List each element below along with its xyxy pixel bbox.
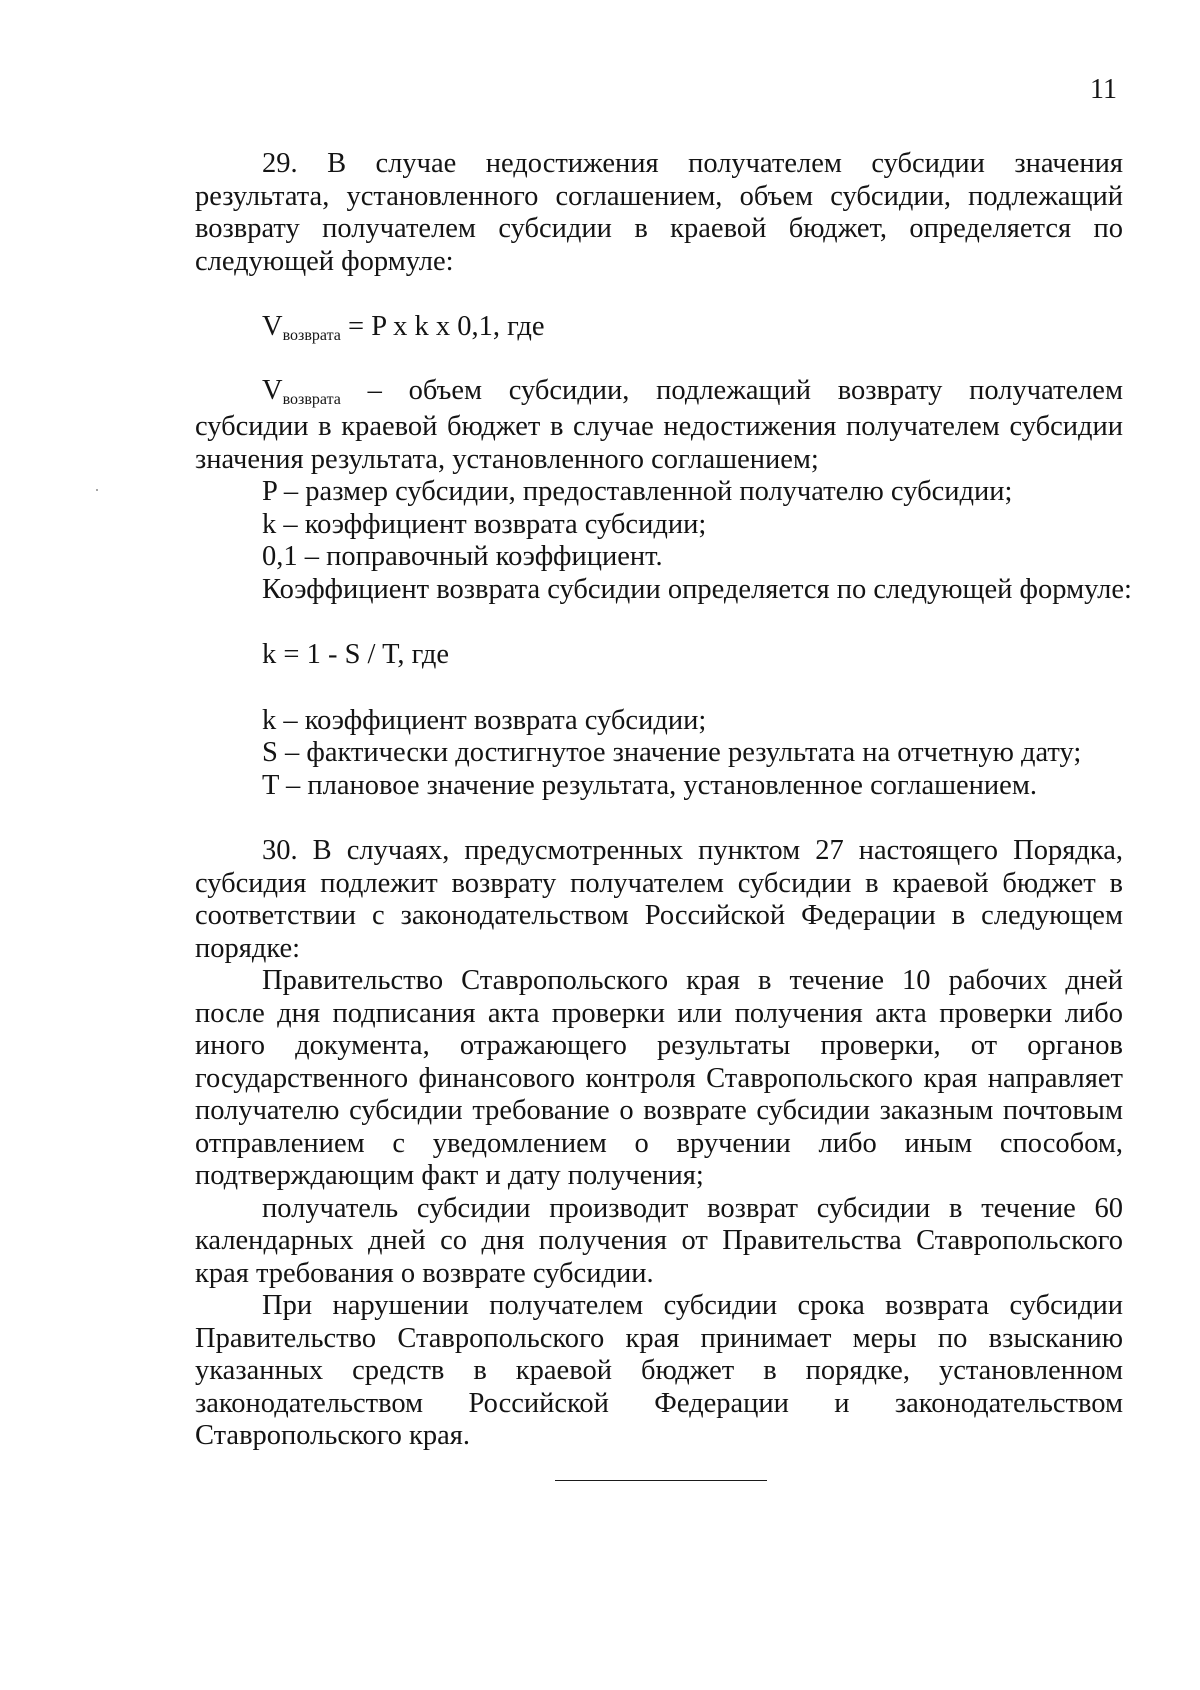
section-30-paragraph-1: Правительство Ставропольского края в течение 10 рабочих дней после дня подписания акта проверки или получения акта проверки либо иного документа, отражающего результаты проверки, от органов государственного финансового контроля Ставропольского края направляет получателю субсидии требование о возврате субсидии заказным почтовым отправлением с уведомлением о вручении либо иным способом, подтверждающим факт и дату получения;	[195, 965, 1123, 1191]
page-number: 11	[1090, 74, 1117, 105]
definition-correction-factor: 0,1 – поправочный коэффициент.	[262, 541, 663, 572]
formula-k: k = 1 - S / T, где	[262, 639, 450, 670]
section-30-paragraph-2: получатель субсидии производит возврат субсидии в течение 60 календарных дней со дня получения от Правительства Ставропольского края требования о возврате субсидии.	[195, 1192, 1123, 1289]
section-30-paragraph-3: При нарушении получателем субсидии срока возврата субсидии Правительство Ставропольского края принимает меры по взысканию указанных средств в краевой бюджет в порядке, установленном законодательством Российской Федерации и законодательством Ставропольского края.	[195, 1290, 1123, 1451]
document-body	[195, 148, 1132, 1453]
definition-v-symbol: V	[262, 374, 283, 406]
scan-speck	[96, 489, 98, 491]
k-coefficient-intro: Коэффициент возврата субсидии определяется по следующей формуле:	[262, 573, 1132, 605]
definition-k: k – коэффициент возврата субсидии;	[262, 508, 707, 540]
definition-p: P – размер субсидии, предоставленной получателю субсидии;	[262, 476, 1013, 507]
formula-v-rhs: = P x k x 0,1, где	[340, 311, 545, 342]
definition-s: S – фактически достигнутое значение результата на отчетную дату;	[262, 737, 1082, 768]
definition-v-subscript: возврата	[282, 390, 341, 408]
section-30-intro: 30. В случаях, предусмотренных пунктом 27 настоящего Порядка, субсидия подлежит возврату получателем субсидии в краевой бюджет в соответствии с законодательством Российской Федерации в следующем порядке:	[195, 835, 1123, 964]
formula-v-subscript: возврата	[282, 327, 341, 344]
section-29-intro: 29. В случае недостижения получателем субсидии значения результата, установленного соглашением, объем субсидии, подлежащий возврату получателем субсидии в краевой бюджет, определяется по следующей формуле:	[195, 148, 1123, 277]
definition-v-return	[195, 375, 1123, 477]
formula-v-symbol: V	[262, 311, 283, 342]
end-of-document-rule	[555, 1480, 767, 1481]
definition-k-second: k – коэффициент возврата субсидии;	[262, 704, 707, 736]
definition-v-text: – объем субсидии, подлежащий возврату получателем субсидии в краевой бюджет в случае недостижения получателем субсидии значения результата, установленного соглашением;	[195, 374, 1123, 475]
definition-t: T – плановое значение результата, установленное соглашением.	[262, 769, 1037, 801]
formula-v-return	[195, 311, 1123, 348]
